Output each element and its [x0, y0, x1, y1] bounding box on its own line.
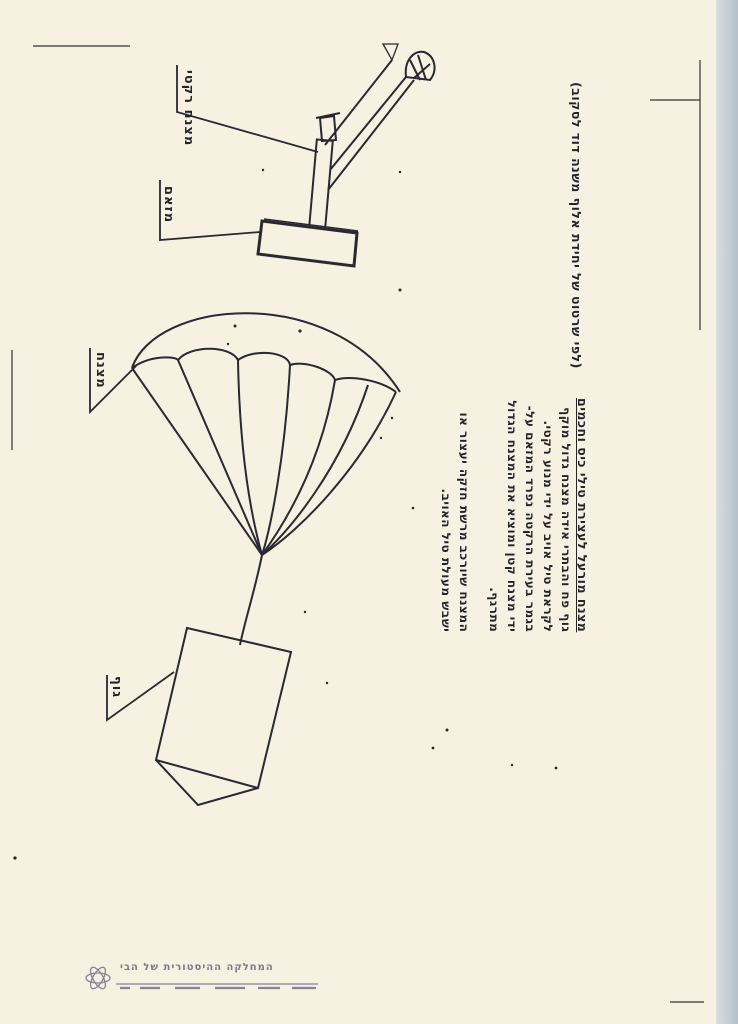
detonator-figure — [258, 219, 358, 266]
credit-line: (לפי שרטוט של יחידת אלוף משנה דוד לסקוב) — [569, 82, 584, 369]
caption-block — [437, 398, 590, 632]
caption-line: לקראת טיל אויב על ידי מנוע רקטי. — [541, 420, 555, 633]
body-figure — [156, 628, 291, 805]
leader-lines — [90, 65, 318, 720]
detonator-label: מזאם — [161, 186, 176, 224]
scan-edge — [716, 0, 738, 1024]
caption-note-line: המצנח שיורכב מרשת חזקה יעצור או — [457, 412, 471, 633]
small-parachute-figure — [325, 44, 435, 190]
stamp-text: המחלקה ההיסטורית של הבי — [120, 962, 274, 973]
body-label: גוף — [109, 676, 124, 699]
canopy-label: מצנח — [93, 352, 108, 389]
small-parachute-label: מצנח רקטי — [181, 70, 196, 147]
caption-heading: מצנח מורעל לעצירת טילי כיס וחכמים — [575, 398, 590, 633]
rocket-engine-figure — [309, 113, 340, 229]
canopy-figure — [132, 313, 400, 645]
caption-line: גוף פח והבתרי אידה מצנח גדול מוקף — [559, 407, 573, 633]
caption-note-line: ישבש מעולת טיל האויב. — [439, 488, 453, 633]
caption-line: ידי מצנח קטן ומוציא את המצנח הגדול — [505, 400, 519, 633]
caption-line: מתרגף. — [487, 587, 501, 633]
caption-line: בגמר בעירת הרקטה נפרד המזאם על- — [523, 405, 537, 633]
